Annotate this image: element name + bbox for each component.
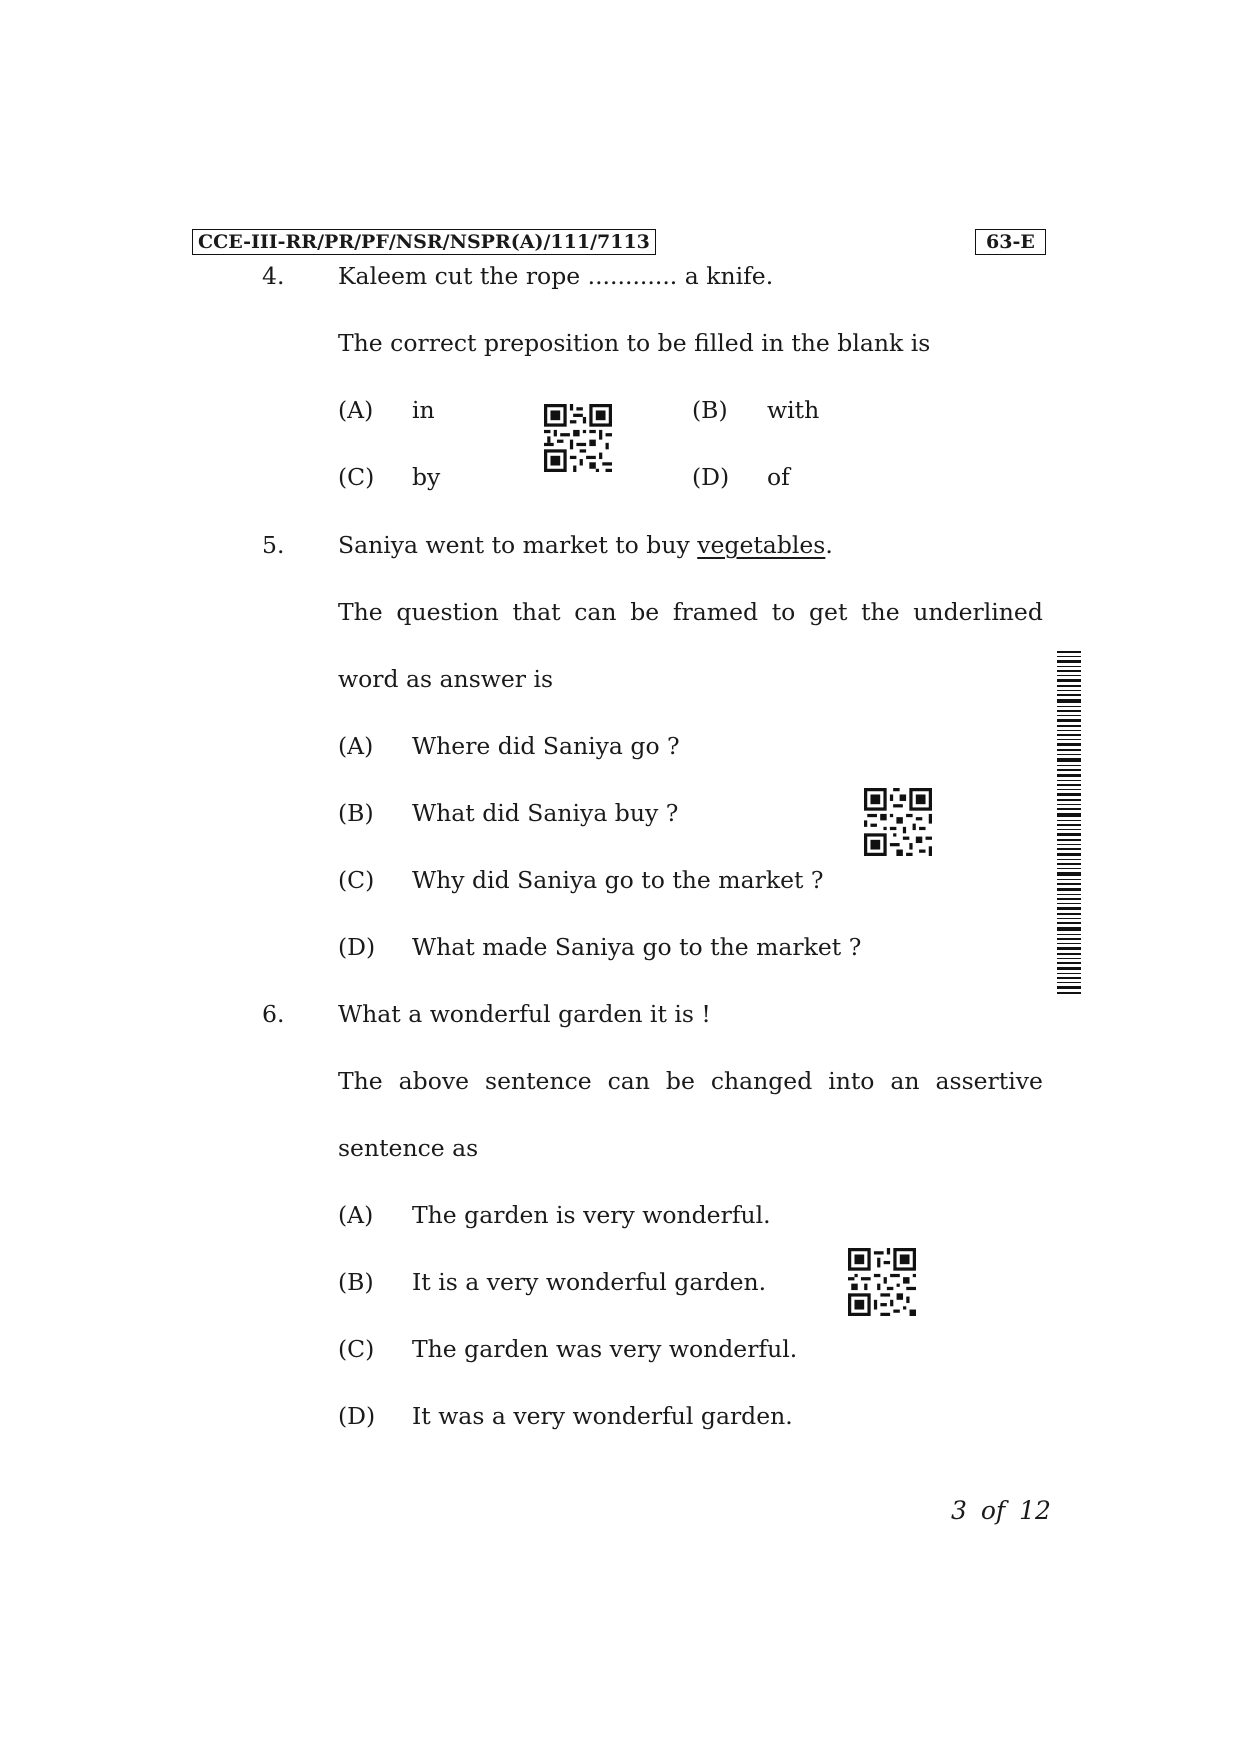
word: an: [890, 1067, 920, 1095]
word: be: [630, 598, 660, 626]
q5-stem-underlined: vegetables: [697, 531, 826, 559]
qr-code-icon: [848, 1248, 916, 1316]
q4-option-c-text: by: [412, 463, 441, 491]
question-4-prompt: The correct preposition to be filled in the blank is: [338, 329, 931, 357]
q4-option-d-label: (D): [692, 463, 730, 491]
word: that: [512, 598, 561, 626]
word: The: [338, 1067, 383, 1095]
word: into: [828, 1067, 875, 1095]
q5-stem-after: .: [825, 531, 833, 559]
q6-option-b-label: (B): [338, 1268, 374, 1296]
question-6-prompt-line1: [338, 1066, 1043, 1096]
question-6-prompt-line2: sentence as: [338, 1134, 479, 1162]
question-5-number: 5.: [262, 531, 285, 559]
q5-option-a-label: (A): [338, 732, 374, 760]
q4-option-a-label: (A): [338, 396, 374, 424]
qr-code-icon: [864, 788, 932, 856]
q6-option-a-text: The garden is very wonderful.: [412, 1201, 771, 1229]
word: above: [398, 1067, 470, 1095]
q6-option-d-label: (D): [338, 1402, 376, 1430]
question-5-prompt-line2: word as answer is: [338, 665, 554, 693]
q5-stem-before: Saniya went to market to buy: [338, 531, 698, 559]
q6-option-d-text: It was a very wonderful garden.: [412, 1402, 793, 1430]
q5-option-d-label: (D): [338, 933, 376, 961]
q6-option-b-text: It is a very wonderful garden.: [412, 1268, 767, 1296]
set-code: 63-E: [975, 229, 1046, 255]
q4-option-c-label: (C): [338, 463, 375, 491]
word: The: [338, 598, 383, 626]
question-4-number: 4.: [262, 262, 285, 290]
word: to: [771, 598, 796, 626]
word: get: [809, 598, 848, 626]
question-4-stem: Kaleem cut the rope ............ a knife.: [338, 262, 774, 290]
word: assertive: [935, 1067, 1043, 1095]
word: can: [574, 598, 617, 626]
q5-option-b-label: (B): [338, 799, 374, 827]
word: underlined: [913, 598, 1043, 626]
word: framed: [672, 598, 759, 626]
q5-option-c-label: (C): [338, 866, 375, 894]
paper-code: CCE-III-RR/PR/PF/NSR/NSPR(A)/111/7113: [192, 229, 656, 255]
q4-option-a-text: in: [412, 396, 435, 424]
q5-option-d-text: What made Saniya go to the market ?: [412, 933, 862, 961]
q5-option-a-text: Where did Saniya go ?: [412, 732, 680, 760]
q5-option-b-text: What did Saniya buy ?: [412, 799, 679, 827]
question-5-stem: [338, 530, 833, 560]
q6-option-c-label: (C): [338, 1335, 375, 1363]
q6-option-a-label: (A): [338, 1201, 374, 1229]
page-number: 3 of 12: [951, 1496, 1051, 1525]
word: sentence: [485, 1067, 592, 1095]
barcode-icon: [1057, 651, 1081, 996]
word: be: [665, 1067, 695, 1095]
word: the: [861, 598, 900, 626]
q4-option-b-text: with: [767, 396, 820, 424]
word: changed: [710, 1067, 813, 1095]
q6-option-c-text: The garden was very wonderful.: [412, 1335, 798, 1363]
word: can: [607, 1067, 650, 1095]
q4-option-d-text: of: [767, 463, 790, 491]
qr-code-icon: [544, 404, 612, 472]
question-6-stem: What a wonderful garden it is !: [338, 1000, 711, 1028]
q4-option-b-label: (B): [692, 396, 728, 424]
question-6-number: 6.: [262, 1000, 285, 1028]
question-5-prompt-line1: [338, 597, 1043, 627]
word: question: [396, 598, 499, 626]
q5-option-c-text: Why did Saniya go to the market ?: [412, 866, 824, 894]
